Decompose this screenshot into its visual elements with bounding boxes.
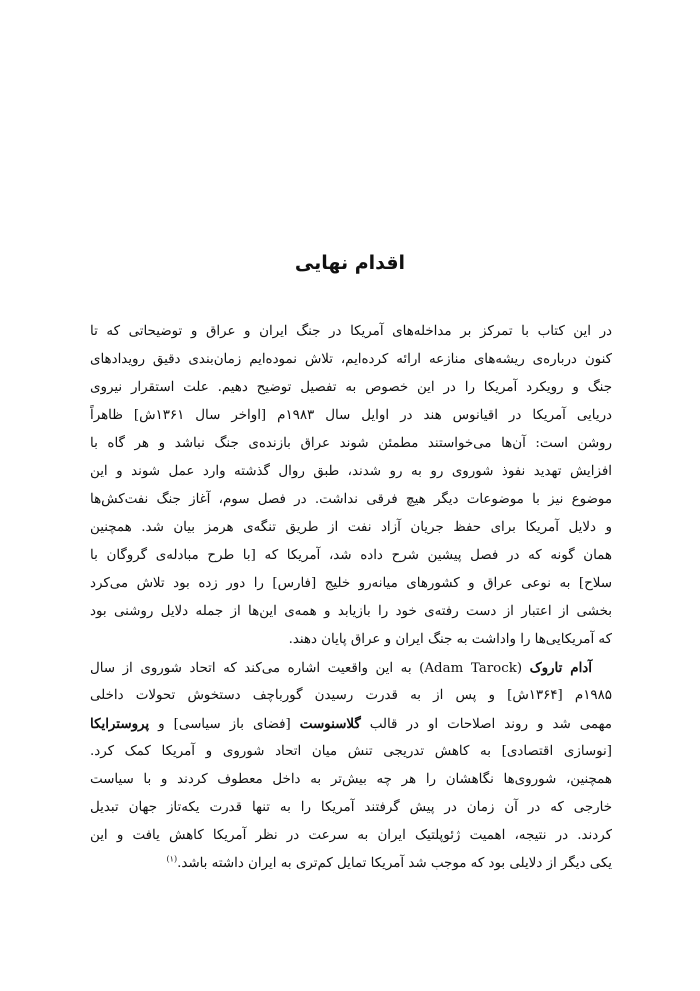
text-run: [فضای باز سیاسی] و (149, 717, 300, 732)
term-glasnost: گلاسنوست (299, 716, 361, 732)
text-line: در این کتاب با تمرکز بر مداخله‌های آمریکا در جنگ ایران و عراق و توضیحاتی که تا (90, 324, 612, 339)
footnote-mark: (۱) (166, 854, 178, 864)
paragraph-1 (90, 318, 612, 654)
chapter-title: اقدام نهایی (294, 252, 406, 274)
text-line: روشن است: آن‌ها می‌خواستند مطمئن شوند عراق بازنده‌ی جنگ نباشد و هر گاه با (90, 436, 612, 451)
author-name: آدام تاروک (529, 660, 592, 676)
text-line: ۱۹۸۵م [۱۳۶۴ش] و پس از به قدرت رسیدن گورباچف دستخوش تحولات داخلی (90, 688, 612, 703)
text-line: و دلایل آمریکا برای حفظ جریان آزاد نفت از طریق تنگه‌ی هرمز بیان شد. همچنین (90, 520, 612, 535)
text-run: مهمی شد و روند اصلاحات او در قالب (360, 717, 612, 732)
text-line: موضوع نیز با موضوعات دیگر هیچ فرقی نداشت. در فصل سوم، آغاز جنگ نفت‌کش‌ها (90, 492, 612, 507)
text-line: سلاح] به نوعی عراق و کشورهای میانه‌رو خلیج [فارس] را دور زده بود تلاش می‌کرد (90, 576, 612, 591)
text-run: (Adam Tarock) به این واقعیت اشاره می‌کند که اتحاد شوروی از سال (90, 661, 530, 676)
text-line: افزایش تهدید نفوذ شوروی رو به رو شدند، طبق روال گذشته وارد عمل شوند و این (90, 464, 612, 479)
text-line: دریایی آمریکا در اقیانوس هند در اوایل سال ۱۹۸۳م [اواخر سال ۱۳۶۱ش] ظاهراً (90, 408, 612, 423)
body-text (90, 318, 612, 878)
text-line (90, 850, 612, 878)
text-line: کنون درباره‌ی ریشه‌های منازعه ارائه کرده‌ایم، تلاش نموده‌ایم زمان‌بندی دقیق رویدادهای (90, 352, 612, 367)
text-line: جنگ و رویکرد آمریکا را در این خصوص به تفصیل توضیح دهیم. علت استقرار نیروی (90, 380, 612, 395)
text-run: یکی دیگر از دلایلی بود که موجب شد آمریکا تمایل کم‌تری به ایران داشته باشد. (177, 856, 612, 871)
text-line: کردند. در نتیجه، اهمیت ژئوپلتیک ایران به سرعت در نظر آمریکا کاهش یافت و این (90, 828, 612, 843)
paragraph-2 (90, 654, 612, 878)
text-line: خارجی که در آن زمان در پیش گرفتند آمریکا را به تنها قدرت یکه‌تاز جهان تبدیل (90, 800, 612, 815)
text-line: [نوسازی اقتصادی] به کاهش تدریجی تنش میان اتحاد شوروی و آمریکا کمک کرد. (90, 744, 612, 759)
text-line: همان گونه که در فصل پیشین شرح داده شد، آمریکا که [با طرح مبادله‌ی گروگان با (90, 548, 612, 563)
text-line (90, 710, 612, 738)
text-line: بخشی از اعتبار از دست رفته‌ی خود را بازیابد و همه‌ی این‌ها از جمله دلایل روشنی بود (90, 604, 612, 619)
text-line (90, 654, 612, 682)
term-perestroika: پروسترایکا (90, 716, 150, 732)
text-line: که آمریکایی‌ها را واداشت به جنگ ایران و عراق پایان دهند. (288, 632, 612, 647)
text-line: همچنین، شوروی‌ها نگاهشان را هر چه بیش‌تر به داخل معطوف کردند و با سیاست (90, 772, 612, 787)
